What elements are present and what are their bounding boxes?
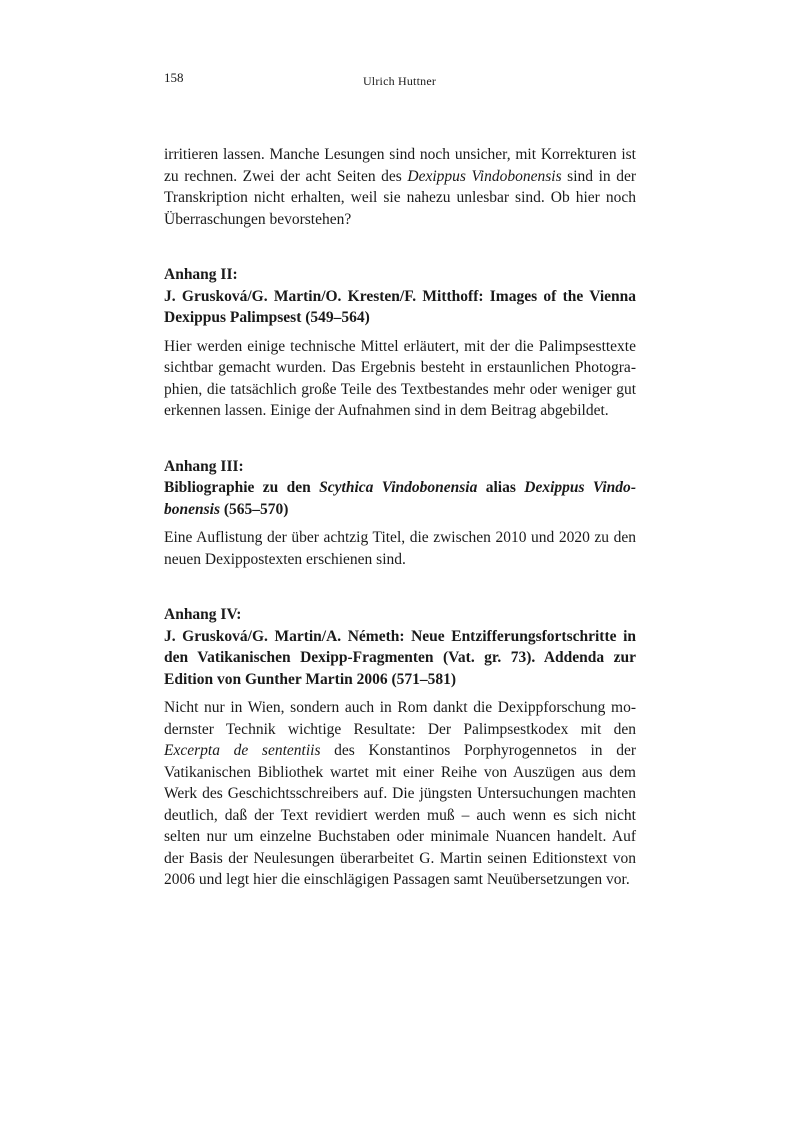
intro-italic-title: Dexippus Vindobonensis — [407, 167, 562, 185]
appendix-3-label: Anhang III: — [164, 457, 244, 475]
appendix-3-title-italic-1: Scythica Vindobonensia — [319, 479, 478, 496]
appendix-3-title-text-3: (565–570) — [220, 500, 289, 518]
appendix-4 — [164, 604, 636, 891]
appendix-4-body — [164, 697, 636, 891]
appendix-3-title-text-1: Bibliographie zu den — [164, 479, 320, 496]
intro-paragraph — [164, 144, 636, 230]
appendix-2-title: J. Grusková/G. Martin/O. Kresten/F. Mitthoff: Images of the Vienna Dexippus Palimpsest (549–564) — [164, 287, 636, 326]
appendix-4-body-italic: Excerpta de sententiis — [164, 742, 321, 759]
appendix-3-body: Eine Auflistung der über achtzig Titel, die zwischen 2010 und 2020 zu den neuen Dexippostexten erschienen sind. — [164, 529, 636, 568]
intro-text-2: sind in der Transkription nicht erhalten, weil sie nahezu unlesbar sind. Ob hier noch Überraschungen bevorstehen? — [164, 167, 636, 228]
appendix-2 — [164, 264, 636, 422]
appendix-4-body-text-2: des Konstantinos Porphyrogennetos in der Vatikanischen Bibliothek wartet mit einer Reihe von Auszügen aus dem Werk des Geschichtsschreibers auf. Die jüngsten Untersuchungen machten deutlich, daß der Text revidiert werden muß – auch wenn es sich nicht selten nur um einzelne Buchstaben oder minimale Nuancen handelt. Auf der Basis der Neulesungen überarbeitet G. Martin seinen Editionstext von 2006 und legt hier die einschlägigen Passagen samt Neuübersetzungen vor. — [164, 742, 637, 888]
intro-text-1: irritieren lassen. Manche Lesungen sind noch unsicher, mit Korrekturen ist zu rechnen. Zwei der acht Seiten des — [164, 146, 636, 185]
appendix-3 — [164, 456, 636, 571]
appendix-3-title — [164, 477, 636, 520]
appendix-4-title: J. Grusková/G. Martin/A. Németh: Neue Entzifferungsfortschritte in den Vatikanischen Dexipp-Fragmenten (Vat. gr. 73). Addenda zur Edition von Gunther Martin 2006 (571–581) — [164, 627, 636, 688]
appendix-4-body-text-1: Nicht nur in Wien, sondern auch in Rom dankt die Dexippforschung modernster Technik wichtige Resultate: Der Palimpsestkodex mit den — [164, 699, 636, 738]
appendix-3-title-text-2: alias — [477, 479, 525, 496]
page-number: 158 — [164, 70, 184, 85]
page-content — [164, 144, 636, 891]
appendix-2-label: Anhang II: — [164, 266, 238, 283]
appendix-2-body: Hier werden einige technische Mittel erläutert, mit der die Palimpsesttexte sichtbar gemacht wurden. Das Ergebnis besteht in erstaunlichen Photographien, die tatsächlich große Teile des Textbestandes mehr oder weniger gut erkennen lassen. Einige der Aufnahmen sind in dem Beitrag abgebildet. — [164, 337, 636, 419]
running-head: Ulrich Huttner — [362, 74, 437, 88]
appendix-3-title-italic-2: Dexippus Vindobonensis — [164, 479, 636, 518]
appendix-4-label: Anhang IV: — [164, 606, 242, 623]
